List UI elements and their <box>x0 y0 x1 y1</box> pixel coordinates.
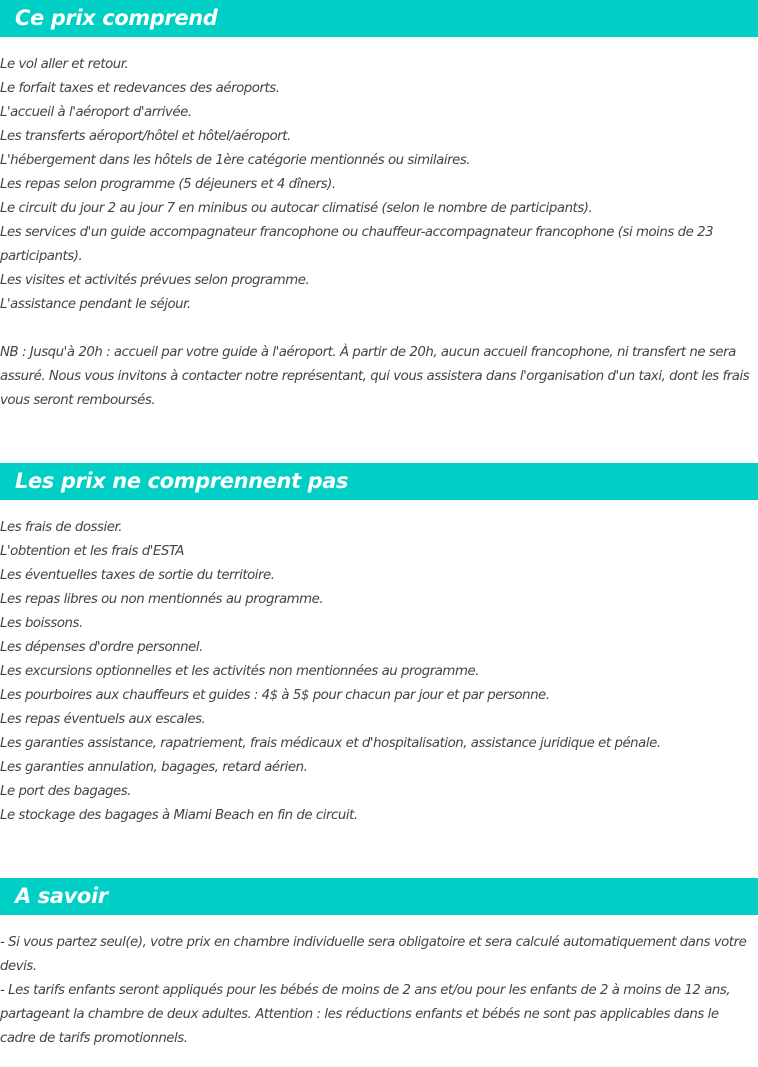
excluded-item: Les pourboires aux chauffeurs et guides : 4$ à 5$ pour chacun par jour et par personne. <box>0 688 550 703</box>
excluded-item: Les garanties annulation, bagages, retard aérien. <box>0 760 308 775</box>
included-item: Le forfait taxes et redevances des aéroports. <box>0 81 280 96</box>
included-item: Les visites et activités prévues selon programme. <box>0 273 310 288</box>
good-to-know-section-header <box>0 878 758 915</box>
included-note: NB : Jusqu'à 20h : accueil par votre guide à l'aéroport. À partir de 20h, aucun accueil francophone, ni transfert ne sera assuré. Nous vous invitons à contacter notre représentant, qui vous assistera dans l'organisation d'un taxi, dont les frais vous seront remboursés. <box>0 345 750 408</box>
good-to-know-item: - Si vous partez seul(e), votre prix en chambre individuelle sera obligatoire et sera calculé automatiquement dans votre devis. <box>0 935 747 974</box>
excluded-item: Les frais de dossier. <box>0 520 123 535</box>
excluded-item: Les boissons. <box>0 616 83 631</box>
included-item: Le circuit du jour 2 au jour 7 en minibus ou autocar climatisé (selon le nombre de participants). <box>0 201 593 216</box>
excluded-item: Les repas libres ou non mentionnés au programme. <box>0 592 324 607</box>
included-list <box>0 53 755 413</box>
included-item: L'hébergement dans les hôtels de 1ère catégorie mentionnés ou similaires. <box>0 153 471 168</box>
excluded-item: Les garanties assistance, rapatriement, frais médicaux et d'hospitalisation, assistance juridique et pénale. <box>0 736 661 751</box>
included-item: Les services d'un guide accompagnateur francophone ou chauffeur-accompagnateur francophone (si moins de 23 participants). <box>0 225 714 264</box>
included-item: L'assistance pendant le séjour. <box>0 297 191 312</box>
excluded-item: Le stockage des bagages à Miami Beach en fin de circuit. <box>0 808 358 823</box>
included-item: Le vol aller et retour. <box>0 57 129 72</box>
included-item: Les transferts aéroport/hôtel et hôtel/aéroport. <box>0 129 291 144</box>
good-to-know-list <box>0 931 755 1051</box>
excluded-section-title: Les prix ne comprennent pas <box>15 469 349 493</box>
excluded-list <box>0 516 755 828</box>
included-section-title: Ce prix comprend <box>15 6 218 30</box>
included-item: L'accueil à l'aéroport d'arrivée. <box>0 105 192 120</box>
good-to-know-section-title: A savoir <box>15 884 108 908</box>
excluded-item: Les éventuelles taxes de sortie du territoire. <box>0 568 275 583</box>
excluded-item: Les dépenses d'ordre personnel. <box>0 640 203 655</box>
included-item: Les repas selon programme (5 déjeuners et 4 dîners). <box>0 177 336 192</box>
excluded-item: Les excursions optionnelles et les activités non mentionnées au programme. <box>0 664 479 679</box>
excluded-item: Les repas éventuels aux escales. <box>0 712 206 727</box>
excluded-item: L'obtention et les frais d'ESTA <box>0 544 184 559</box>
excluded-section-header <box>0 463 758 500</box>
included-section-header <box>0 0 758 37</box>
good-to-know-item: - Les tarifs enfants seront appliqués pour les bébés de moins de 2 ans et/ou pour les enfants de 2 à moins de 12 ans, partageant la chambre de deux adultes. Attention : les réductions enfants et bébés ne sont pas applicables dans le cadre de tarifs promotionnels. <box>0 983 731 1046</box>
excluded-item: Le port des bagages. <box>0 784 132 799</box>
